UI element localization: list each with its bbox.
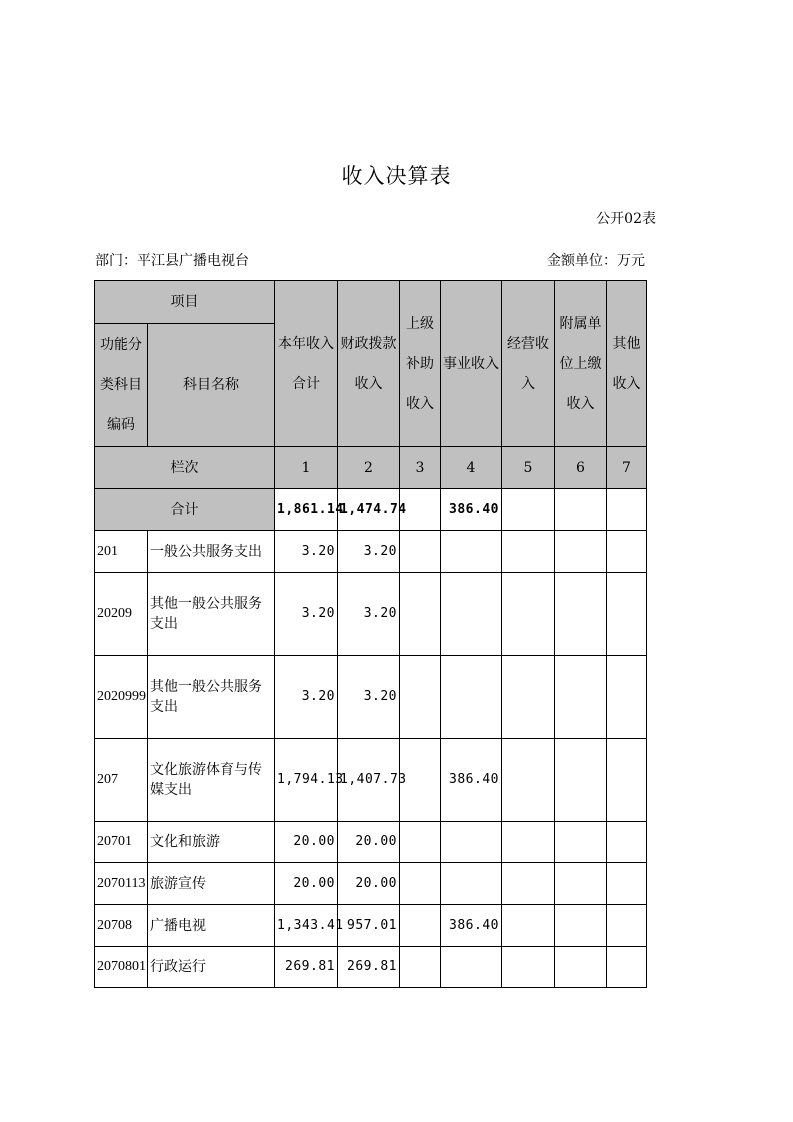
header-project: 项目 <box>95 281 275 324</box>
rank-3: 3 <box>400 447 441 489</box>
row-col6 <box>555 822 607 863</box>
row-name: 其他一般公共服务支出 <box>148 656 275 739</box>
row-code: 2020999 <box>95 656 148 739</box>
department-label: 部门：平江县广播电视台 <box>95 253 249 269</box>
table-row <box>95 905 647 947</box>
header-col6 <box>555 281 607 447</box>
total-col1: 1,861.14 <box>275 489 338 531</box>
row-code: 20701 <box>95 822 148 863</box>
row-col2: 3.20 <box>338 656 400 739</box>
row-col1: 20.00 <box>275 863 338 905</box>
header-col5-text: 经营收入 <box>507 335 549 392</box>
rank-1: 1 <box>275 447 338 489</box>
total-row <box>95 489 647 531</box>
table-row <box>95 947 647 988</box>
row-col2: 957.01 <box>338 905 400 947</box>
row-col3 <box>400 905 441 947</box>
row-col7 <box>607 822 647 863</box>
row-col5 <box>502 905 555 947</box>
row-col7 <box>607 863 647 905</box>
header-col3-text: 上级补助收入 <box>406 315 434 412</box>
row-col4 <box>441 656 502 739</box>
header-col2 <box>338 281 400 447</box>
row-name: 其他一般公共服务支出 <box>148 573 275 656</box>
rank-row <box>95 447 647 489</box>
total-col7 <box>607 489 647 531</box>
row-code: 20209 <box>95 573 148 656</box>
header-col1-text: 本年收入合计 <box>278 335 334 392</box>
rank-2: 2 <box>338 447 400 489</box>
row-col3 <box>400 822 441 863</box>
row-col6 <box>555 739 607 822</box>
row-col5 <box>502 573 555 656</box>
rank-label: 栏次 <box>95 447 275 489</box>
page-title: 收入决算表 <box>341 164 452 188</box>
row-col1: 269.81 <box>275 947 338 988</box>
row-col2: 20.00 <box>338 822 400 863</box>
table-row <box>95 739 647 822</box>
row-name: 一般公共服务支出 <box>148 531 275 573</box>
rank-6: 6 <box>555 447 607 489</box>
row-col3 <box>400 656 441 739</box>
row-col7 <box>607 656 647 739</box>
row-col1: 20.00 <box>275 822 338 863</box>
row-col4 <box>441 822 502 863</box>
row-col1: 3.20 <box>275 531 338 573</box>
row-col2: 269.81 <box>338 947 400 988</box>
row-col5 <box>502 863 555 905</box>
form-number: 公开02表 <box>596 211 656 227</box>
rank-4: 4 <box>441 447 502 489</box>
total-label: 合计 <box>95 489 275 531</box>
row-name: 旅游宣传 <box>148 863 275 905</box>
row-col4 <box>441 573 502 656</box>
header-func-code-text: 功能分类科目编码 <box>100 337 142 433</box>
row-col7 <box>607 947 647 988</box>
table-row <box>95 863 647 905</box>
row-code: 2070801 <box>95 947 148 988</box>
table-row <box>95 822 647 863</box>
row-col3 <box>400 947 441 988</box>
rank-5: 5 <box>502 447 555 489</box>
header-col4: 事业收入 <box>441 281 502 447</box>
row-col7 <box>607 531 647 573</box>
row-col2: 20.00 <box>338 863 400 905</box>
total-col6 <box>555 489 607 531</box>
row-col7 <box>607 739 647 822</box>
header-col6-text: 附属单位上缴收入 <box>559 315 602 412</box>
row-name: 广播电视 <box>148 905 275 947</box>
row-col5 <box>502 739 555 822</box>
row-col4 <box>441 863 502 905</box>
row-col6 <box>555 573 607 656</box>
rank-7: 7 <box>607 447 647 489</box>
row-col6 <box>555 863 607 905</box>
income-table <box>94 280 647 988</box>
header-col2-text: 财政拨款收入 <box>340 335 397 392</box>
row-col7 <box>607 905 647 947</box>
row-col4: 386.40 <box>441 905 502 947</box>
row-col2: 3.20 <box>338 573 400 656</box>
header-col5 <box>502 281 555 447</box>
row-col3 <box>400 573 441 656</box>
header-subject-name: 科目名称 <box>148 324 275 447</box>
row-col1: 3.20 <box>275 573 338 656</box>
row-col5 <box>502 531 555 573</box>
total-col2: 1,474.74 <box>338 489 400 531</box>
row-col6 <box>555 656 607 739</box>
row-col5 <box>502 822 555 863</box>
row-col6 <box>555 531 607 573</box>
row-col2: 1,407.73 <box>338 739 400 822</box>
amount-unit-label: 金额单位：万元 <box>547 253 645 269</box>
row-col4: 386.40 <box>441 739 502 822</box>
row-col6 <box>555 905 607 947</box>
row-code: 207 <box>95 739 148 822</box>
row-code: 2070113 <box>95 863 148 905</box>
header-row-1 <box>95 281 647 324</box>
row-col6 <box>555 947 607 988</box>
row-col1: 1,794.13 <box>275 739 338 822</box>
row-col5 <box>502 947 555 988</box>
row-col4 <box>441 947 502 988</box>
row-col3 <box>400 531 441 573</box>
row-name: 文化和旅游 <box>148 822 275 863</box>
row-col1: 3.20 <box>275 656 338 739</box>
row-col4 <box>441 531 502 573</box>
row-col2: 3.20 <box>338 531 400 573</box>
total-col5 <box>502 489 555 531</box>
header-col7 <box>607 281 647 447</box>
row-name: 文化旅游体育与传媒支出 <box>148 739 275 822</box>
row-col1: 1,343.41 <box>275 905 338 947</box>
header-col3 <box>400 281 441 447</box>
row-col3 <box>400 863 441 905</box>
row-col5 <box>502 656 555 739</box>
row-code: 201 <box>95 531 148 573</box>
row-code: 20708 <box>95 905 148 947</box>
header-func-code <box>95 324 148 447</box>
header-col1 <box>275 281 338 447</box>
row-col7 <box>607 573 647 656</box>
table-row <box>95 573 647 656</box>
total-col4: 386.40 <box>441 489 502 531</box>
header-col7-text: 其他收入 <box>612 335 641 392</box>
row-name: 行政运行 <box>148 947 275 988</box>
table-row <box>95 656 647 739</box>
table-row <box>95 531 647 573</box>
